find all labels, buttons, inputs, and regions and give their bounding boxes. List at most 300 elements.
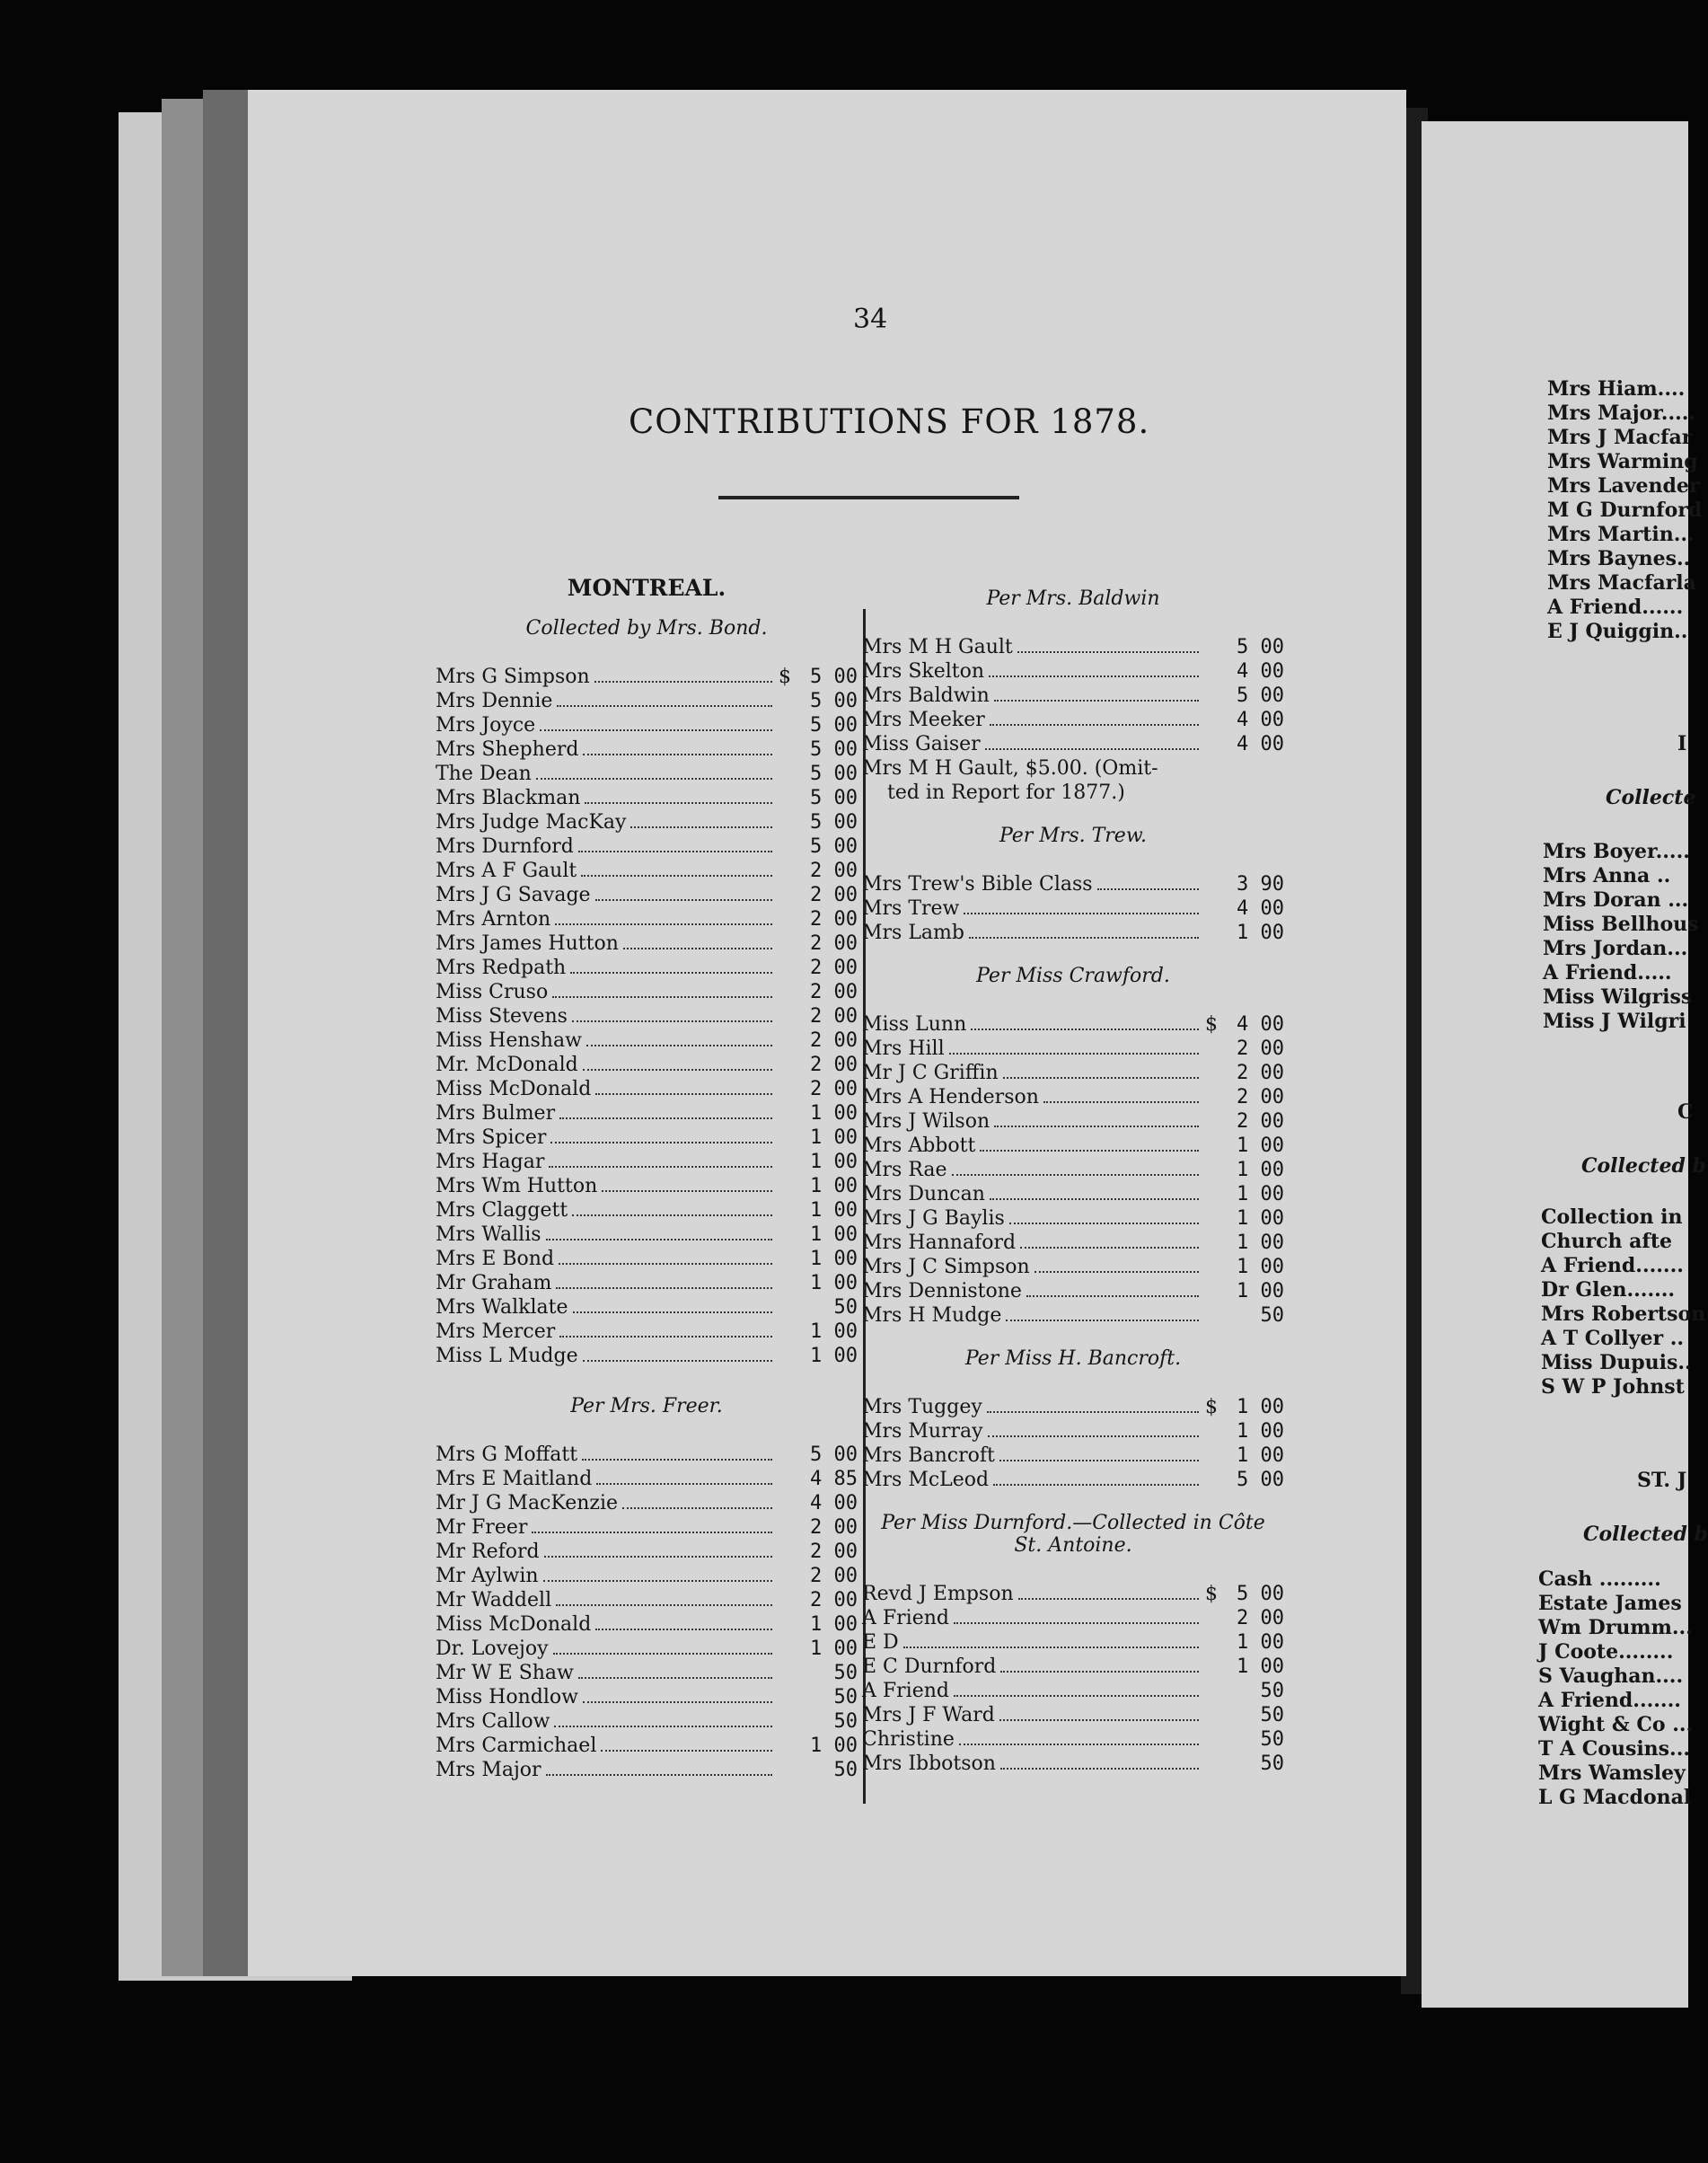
contribution-amount: 50 bbox=[1260, 1304, 1284, 1327]
section-subtitle: Per Miss Crawford. bbox=[976, 965, 1170, 987]
dollar-sign: $ bbox=[1205, 1396, 1218, 1418]
contribution-list bbox=[862, 1395, 1284, 1492]
contribution-row bbox=[862, 896, 1284, 921]
contribution-amount: 1 00 bbox=[810, 1175, 858, 1197]
contribution-row bbox=[436, 1540, 858, 1564]
contributor-name: Miss Gaiser bbox=[862, 733, 981, 755]
contribution-amount: 5 00 bbox=[810, 835, 858, 858]
contribution-amount: 1 00 bbox=[1237, 1256, 1284, 1278]
contribution-row bbox=[436, 1077, 858, 1101]
contribution-row bbox=[436, 1637, 858, 1661]
contribution-amount: 1 00 bbox=[810, 1272, 858, 1294]
contribution-amount: 50 bbox=[833, 1686, 858, 1708]
dollar-sign: $ bbox=[779, 666, 791, 688]
contribution-row bbox=[436, 1758, 858, 1782]
facing-entry: Wm Drumm... bbox=[1538, 1616, 1693, 1639]
contributor-name: Mrs G Moffatt bbox=[436, 1443, 578, 1466]
section-subtitle: Collected by Mrs. Bond. bbox=[525, 617, 768, 640]
contributor-name: Mrs Mercer bbox=[436, 1320, 556, 1343]
page-stack-edge-dark bbox=[203, 90, 248, 1976]
contributor-name: Mrs Meeker bbox=[862, 709, 985, 731]
contributor-name: Mrs Hill bbox=[862, 1037, 945, 1060]
contributor-name: Mrs H Mudge bbox=[862, 1304, 1002, 1327]
contributor-name: Mrs Baldwin bbox=[862, 684, 990, 707]
page-number: 34 bbox=[853, 304, 888, 335]
contribution-amount: 5 00 bbox=[810, 787, 858, 809]
leader-dots bbox=[601, 1750, 772, 1752]
contribution-row bbox=[862, 1679, 1284, 1703]
contribution-amount: 1 00 bbox=[1237, 1232, 1284, 1254]
leader-dots bbox=[573, 1311, 772, 1313]
contributor-name: Mrs Trew's Bible Class bbox=[862, 873, 1093, 896]
leader-dots bbox=[582, 1459, 772, 1461]
leader-dots bbox=[1009, 1223, 1199, 1224]
contributor-name: Mrs Trew bbox=[862, 897, 960, 920]
contribution-amount: 1 00 bbox=[1237, 1444, 1284, 1467]
facing-entry: A Friend....... bbox=[1538, 1689, 1681, 1712]
contribution-row bbox=[862, 1085, 1284, 1109]
contribution-amount: 4 00 bbox=[1237, 733, 1284, 755]
contribution-row bbox=[862, 1279, 1284, 1303]
contribution-row bbox=[862, 1606, 1284, 1630]
leader-dots bbox=[586, 1045, 772, 1046]
leader-dots bbox=[990, 724, 1199, 726]
contributor-name: Mrs Joyce bbox=[436, 714, 536, 737]
contribution-row bbox=[436, 1491, 858, 1515]
contribution-amount: 5 00 bbox=[810, 714, 858, 737]
contribution-row bbox=[862, 1468, 1284, 1492]
contributor-name: Mrs A F Gault bbox=[436, 860, 577, 882]
facing-entry: M G Durnford bbox=[1547, 499, 1703, 522]
contribution-list bbox=[862, 872, 1284, 945]
contribution-amount: 2 00 bbox=[810, 957, 858, 979]
leader-dots bbox=[595, 1629, 772, 1630]
contribution-amount: 2 00 bbox=[810, 1565, 858, 1587]
contribution-row bbox=[862, 635, 1284, 659]
contributor-name: Mrs Blackman bbox=[436, 787, 581, 809]
contribution-row bbox=[862, 1752, 1284, 1776]
facing-subtitle: Collected b bbox=[1583, 1523, 1708, 1546]
city-heading: MONTREAL. bbox=[567, 575, 726, 601]
contribution-row bbox=[436, 1320, 858, 1344]
contribution-amount: 5 00 bbox=[810, 738, 858, 761]
leader-dots bbox=[555, 923, 772, 925]
leader-dots bbox=[1097, 888, 1199, 890]
contributor-name: Mrs Callow bbox=[436, 1710, 550, 1733]
leader-dots bbox=[553, 1653, 772, 1655]
section-subtitle: Per Mrs. Trew. bbox=[999, 825, 1148, 847]
contribution-amount: 2 00 bbox=[810, 1054, 858, 1076]
contribution-amount: 1 00 bbox=[810, 1199, 858, 1222]
contributor-name: Mrs Skelton bbox=[862, 660, 985, 683]
section-subtitle: Per Miss H. Bancroft. bbox=[964, 1347, 1182, 1370]
contribution-row bbox=[436, 1564, 858, 1588]
contribution-row bbox=[862, 1443, 1284, 1468]
contribution-row bbox=[862, 1231, 1284, 1255]
contributor-name: Mrs E Maitland bbox=[436, 1468, 593, 1490]
contribution-amount: 5 00 bbox=[810, 666, 858, 688]
contribution-amount: 5 00 bbox=[810, 763, 858, 785]
contribution-row bbox=[436, 1295, 858, 1320]
leader-dots bbox=[559, 1336, 772, 1338]
contribution-amount: 2 00 bbox=[810, 860, 858, 882]
contribution-row bbox=[436, 1734, 858, 1758]
facing-heading: ST. J bbox=[1637, 1469, 1687, 1492]
facing-entry: A Friend...... bbox=[1547, 596, 1684, 619]
contribution-row bbox=[862, 684, 1284, 708]
leader-dots bbox=[556, 1287, 772, 1289]
contributor-name: Mr W E Shaw bbox=[436, 1662, 574, 1684]
contributor-name: Mrs Hagar bbox=[436, 1151, 545, 1173]
contribution-amount: 2 00 bbox=[810, 1589, 858, 1611]
contributor-name: Mrs Major bbox=[436, 1759, 541, 1781]
contribution-row bbox=[436, 737, 858, 762]
contributor-name: Mrs J Wilson bbox=[862, 1110, 990, 1133]
leader-dots bbox=[578, 1677, 772, 1679]
leader-dots bbox=[549, 1166, 772, 1168]
leader-dots bbox=[987, 1411, 1199, 1413]
contribution-amount: 1 00 bbox=[810, 1320, 858, 1343]
contributor-name: Mrs Ibbotson bbox=[862, 1752, 996, 1775]
contribution-amount: 2 00 bbox=[810, 884, 858, 906]
facing-entry: Estate James bbox=[1538, 1592, 1682, 1615]
leader-dots bbox=[623, 948, 772, 949]
leader-dots bbox=[536, 778, 772, 780]
facing-entry: A Friend....... bbox=[1541, 1254, 1684, 1277]
leader-dots bbox=[572, 1020, 772, 1022]
contribution-row bbox=[436, 883, 858, 907]
contribution-row bbox=[436, 859, 858, 883]
leader-dots bbox=[532, 1532, 772, 1533]
facing-subtitle: Collecte bbox=[1606, 786, 1696, 809]
contribution-row bbox=[862, 1012, 1284, 1037]
contribution-row bbox=[436, 1150, 858, 1174]
contribution-amount: 2 00 bbox=[1237, 1086, 1284, 1108]
page-title: CONTRIBUTIONS FOR 1878. bbox=[629, 402, 1150, 441]
contribution-amount: 1 00 bbox=[1237, 1159, 1284, 1181]
facing-entry: Dr Glen....... bbox=[1541, 1278, 1676, 1302]
contributor-name: Mr. McDonald bbox=[436, 1054, 578, 1076]
contribution-amount: 50 bbox=[833, 1710, 858, 1733]
contribution-amount: 2 00 bbox=[1237, 1607, 1284, 1629]
contribution-amount: 2 00 bbox=[1237, 1110, 1284, 1133]
facing-entry: Cash ......... bbox=[1538, 1567, 1661, 1591]
contributor-name: A Friend bbox=[862, 1680, 949, 1702]
leader-dots bbox=[552, 996, 772, 998]
leader-dots bbox=[1003, 1077, 1199, 1079]
leader-dots bbox=[596, 1483, 772, 1485]
contribution-amount: 1 00 bbox=[810, 1638, 858, 1660]
facing-entry: L G Macdonal bbox=[1538, 1786, 1692, 1809]
contributor-name: Mrs James Hutton bbox=[436, 932, 619, 955]
facing-entry: Mrs Warming bbox=[1547, 450, 1698, 473]
contributor-name: E C Durnford bbox=[862, 1655, 997, 1678]
contribution-amount: 4 85 bbox=[810, 1468, 858, 1490]
leader-dots bbox=[602, 1190, 772, 1192]
contributor-name: Mrs Walklate bbox=[436, 1296, 568, 1319]
contribution-amount: 1 00 bbox=[810, 1102, 858, 1125]
contributor-name: Mr Waddell bbox=[436, 1589, 552, 1611]
leader-dots bbox=[540, 729, 772, 731]
facing-entry: Mrs Wamsley bbox=[1538, 1761, 1686, 1785]
contribution-amount: 4 00 bbox=[1237, 709, 1284, 731]
contribution-row bbox=[862, 1206, 1284, 1231]
contribution-row bbox=[436, 1198, 858, 1223]
contributor-name: Mr Freer bbox=[436, 1516, 528, 1539]
note-line: Mrs M H Gault, $5.00. (Omit- bbox=[862, 757, 1158, 780]
facing-entry: Mrs Jordan... bbox=[1543, 937, 1688, 960]
contributor-name: Mrs Arnton bbox=[436, 908, 551, 931]
section-subtitle: Per Mrs. Freer. bbox=[570, 1395, 723, 1417]
contribution-row bbox=[436, 907, 858, 931]
contribution-amount: 50 bbox=[1260, 1704, 1284, 1726]
contribution-row bbox=[436, 1661, 858, 1685]
contribution-amount: 1 00 bbox=[810, 1345, 858, 1367]
contribution-row bbox=[436, 834, 858, 859]
contribution-row bbox=[862, 708, 1284, 732]
leader-dots bbox=[952, 1174, 1199, 1176]
contribution-row bbox=[862, 921, 1284, 945]
contributor-name: Miss Stevens bbox=[436, 1005, 568, 1028]
contribution-amount: 1 00 bbox=[1237, 1396, 1284, 1418]
contributor-name: Mrs Tuggey bbox=[862, 1396, 982, 1418]
contributor-name: Mrs J F Ward bbox=[862, 1704, 995, 1726]
leader-dots bbox=[971, 1029, 1199, 1030]
contribution-amount: 3 90 bbox=[1237, 873, 1284, 896]
contribution-row bbox=[436, 1612, 858, 1637]
contribution-row bbox=[436, 1174, 858, 1198]
contribution-row bbox=[862, 659, 1284, 684]
leader-dots bbox=[546, 1239, 772, 1240]
contribution-row bbox=[862, 1419, 1284, 1443]
contribution-amount: 50 bbox=[1260, 1752, 1284, 1775]
contribution-amount: 5 00 bbox=[810, 1443, 858, 1466]
contribution-amount: 1 00 bbox=[1237, 1207, 1284, 1230]
contribution-amount: 5 00 bbox=[1237, 1469, 1284, 1491]
contribution-row bbox=[436, 1685, 858, 1709]
contributor-name: Mrs McLeod bbox=[862, 1469, 990, 1491]
contribution-amount: 1 00 bbox=[1237, 1420, 1284, 1443]
contributor-name: Mrs Hannaford bbox=[862, 1232, 1017, 1254]
facing-entry: S W P Johnst bbox=[1541, 1375, 1685, 1399]
contribution-row bbox=[436, 931, 858, 956]
facing-entry: Miss J Wilgri bbox=[1543, 1010, 1686, 1033]
contribution-amount: 2 00 bbox=[1237, 1062, 1284, 1084]
contributor-name: Mrs Duncan bbox=[862, 1183, 985, 1205]
leader-dots bbox=[557, 705, 772, 707]
contributor-name: Mrs A Henderson bbox=[862, 1086, 1039, 1108]
contributor-name: Mr J C Griffin bbox=[862, 1062, 999, 1084]
leader-dots bbox=[988, 1435, 1199, 1437]
leader-dots bbox=[903, 1647, 1199, 1648]
section-subtitle: Per Miss Durnford.—Collected in Côte St. Antoine. bbox=[881, 1512, 1265, 1557]
leader-dots bbox=[1000, 1671, 1199, 1673]
contribution-amount: 4 00 bbox=[1237, 897, 1284, 920]
contribution-amount: 2 00 bbox=[810, 1541, 858, 1563]
contributor-name: Mrs Redpath bbox=[436, 957, 567, 979]
contribution-amount: 1 00 bbox=[1237, 1655, 1284, 1678]
contribution-list bbox=[436, 1443, 858, 1782]
facing-entry: T A Cousins... bbox=[1538, 1737, 1691, 1761]
contribution-row bbox=[436, 786, 858, 810]
contribution-row bbox=[862, 1727, 1284, 1752]
contribution-row bbox=[436, 1029, 858, 1053]
contributor-name: Mrs Wallis bbox=[436, 1223, 541, 1246]
facing-entry: A Friend..... bbox=[1543, 961, 1672, 984]
contribution-amount: 1 00 bbox=[1237, 1183, 1284, 1205]
contribution-row bbox=[862, 1703, 1284, 1727]
contribution-row bbox=[862, 1158, 1284, 1182]
contributor-name: Mrs J G Savage bbox=[436, 884, 591, 906]
contribution-row bbox=[436, 1709, 858, 1734]
contribution-row bbox=[436, 1004, 858, 1029]
contribution-amount: 4 00 bbox=[1237, 660, 1284, 683]
facing-entry: Mrs Anna .. bbox=[1543, 864, 1671, 887]
leader-dots bbox=[583, 1069, 772, 1071]
leader-dots bbox=[1018, 1598, 1199, 1600]
leader-dots bbox=[572, 1214, 772, 1216]
contributor-name: Mrs Claggett bbox=[436, 1199, 568, 1222]
leader-dots bbox=[544, 1556, 772, 1558]
contributor-name: Mrs M H Gault bbox=[862, 636, 1013, 658]
contribution-amount: 5 00 bbox=[1237, 1583, 1284, 1605]
facing-entry: A T Collyer .. bbox=[1541, 1327, 1685, 1350]
facing-entry: Mrs J Macfar bbox=[1547, 426, 1693, 449]
leader-dots bbox=[583, 754, 772, 755]
contribution-row bbox=[862, 1630, 1284, 1655]
contribution-amount: 1 00 bbox=[810, 1223, 858, 1246]
contributor-name: Mrs G Simpson bbox=[436, 666, 590, 688]
contribution-amount: 2 00 bbox=[1237, 1037, 1284, 1060]
title-rule bbox=[718, 496, 1019, 499]
contribution-row bbox=[436, 1126, 858, 1150]
facing-entry: Mrs Martin... bbox=[1547, 523, 1695, 546]
contribution-row bbox=[436, 1223, 858, 1247]
leader-dots bbox=[999, 1460, 1199, 1461]
left-column bbox=[436, 575, 858, 1782]
contributor-name: Mrs Dennie bbox=[436, 690, 553, 712]
leader-dots bbox=[630, 826, 772, 828]
leader-dots bbox=[556, 1604, 772, 1606]
leader-dots bbox=[959, 1744, 1199, 1745]
facing-entry: Miss Wilgriss bbox=[1543, 985, 1693, 1009]
contributor-name: Mrs Bulmer bbox=[436, 1102, 556, 1125]
leader-dots bbox=[595, 1093, 772, 1095]
contribution-amount: 50 bbox=[1260, 1728, 1284, 1751]
contribution-amount: 1 00 bbox=[1237, 922, 1284, 944]
contribution-row bbox=[436, 713, 858, 737]
contribution-amount: 2 00 bbox=[810, 908, 858, 931]
contribution-row bbox=[436, 1443, 858, 1467]
contribution-list bbox=[862, 1582, 1284, 1776]
contribution-row bbox=[436, 1247, 858, 1271]
contribution-amount: 1 00 bbox=[810, 1151, 858, 1173]
contribution-row bbox=[862, 872, 1284, 896]
contribution-amount: 1 00 bbox=[1237, 1631, 1284, 1654]
contribution-amount: 5 00 bbox=[1237, 636, 1284, 658]
contribution-amount: 50 bbox=[833, 1759, 858, 1781]
contribution-amount: 2 00 bbox=[810, 1078, 858, 1100]
contribution-amount: 5 00 bbox=[810, 811, 858, 834]
contribution-row bbox=[436, 1053, 858, 1077]
leader-dots bbox=[595, 899, 772, 901]
leader-dots bbox=[543, 1580, 772, 1582]
contribution-list bbox=[862, 1012, 1284, 1328]
contribution-amount: 1 00 bbox=[1237, 1280, 1284, 1302]
leader-dots bbox=[1006, 1320, 1199, 1321]
contribution-row bbox=[436, 956, 858, 980]
facing-heading: C bbox=[1677, 1100, 1694, 1124]
contributor-name: Miss Henshaw bbox=[436, 1029, 582, 1052]
contribution-amount: 2 00 bbox=[810, 932, 858, 955]
leader-dots bbox=[964, 913, 1199, 914]
leader-dots bbox=[985, 748, 1199, 750]
contributor-name: Mrs Judge MacKay bbox=[436, 811, 627, 834]
contributor-name: Mrs Dennistone bbox=[862, 1280, 1022, 1302]
contributor-name: Miss Lunn bbox=[862, 1013, 967, 1036]
contribution-row bbox=[862, 1061, 1284, 1085]
contribution-amount: 2 00 bbox=[810, 1029, 858, 1052]
leader-dots bbox=[969, 937, 1199, 939]
facing-entry: Wight & Co ... bbox=[1538, 1713, 1694, 1736]
contribution-row bbox=[436, 762, 858, 786]
right-column bbox=[862, 575, 1284, 1776]
contributor-name: Mrs Spicer bbox=[436, 1126, 547, 1149]
leader-dots bbox=[1043, 1101, 1199, 1103]
leader-dots bbox=[622, 1507, 772, 1509]
leader-dots bbox=[570, 972, 772, 974]
contributor-name: Mr J G MacKenzie bbox=[436, 1492, 619, 1514]
contributor-name: Mrs Bancroft bbox=[862, 1444, 995, 1467]
contribution-amount: 50 bbox=[833, 1296, 858, 1319]
facing-entry: Miss Bellhous bbox=[1543, 913, 1699, 936]
contribution-row bbox=[436, 1588, 858, 1612]
contributor-name: Mrs Rae bbox=[862, 1159, 947, 1181]
contribution-row bbox=[862, 732, 1284, 756]
contribution-amount: 50 bbox=[1260, 1680, 1284, 1702]
contributor-name: Mrs J C Simpson bbox=[862, 1256, 1030, 1278]
contribution-row bbox=[862, 1395, 1284, 1419]
leader-dots bbox=[990, 1198, 1199, 1200]
contribution-row bbox=[436, 810, 858, 834]
leader-dots bbox=[559, 1117, 772, 1119]
facing-page bbox=[1422, 121, 1708, 2008]
contribution-amount: 2 00 bbox=[810, 1005, 858, 1028]
contributor-name: E D bbox=[862, 1631, 899, 1654]
facing-entry: S Vaughan.... bbox=[1538, 1664, 1684, 1688]
contributor-name: Revd J Empson bbox=[862, 1583, 1014, 1605]
contribution-row bbox=[436, 665, 858, 689]
contribution-amount: 1 00 bbox=[810, 1735, 858, 1757]
facing-entry: Mrs Hiam.... bbox=[1547, 377, 1686, 401]
leader-dots bbox=[989, 675, 1199, 677]
contribution-row bbox=[436, 689, 858, 713]
contributor-name: Miss Cruso bbox=[436, 981, 549, 1003]
contribution-row bbox=[862, 1182, 1284, 1206]
contribution-amount: 2 00 bbox=[810, 981, 858, 1003]
contributor-name: Mr Aylwin bbox=[436, 1565, 539, 1587]
leader-dots bbox=[1020, 1247, 1199, 1249]
dollar-sign: $ bbox=[1205, 1583, 1218, 1605]
contribution-row bbox=[862, 1303, 1284, 1328]
contribution-list bbox=[436, 665, 858, 1368]
contributor-name: Mrs Lamb bbox=[862, 922, 964, 944]
contributor-name: The Dean bbox=[436, 763, 532, 785]
contribution-amount: 5 00 bbox=[1237, 684, 1284, 707]
leader-dots bbox=[585, 802, 772, 804]
facing-entry: Mrs Lavender bbox=[1547, 474, 1700, 498]
leader-dots bbox=[581, 875, 772, 877]
